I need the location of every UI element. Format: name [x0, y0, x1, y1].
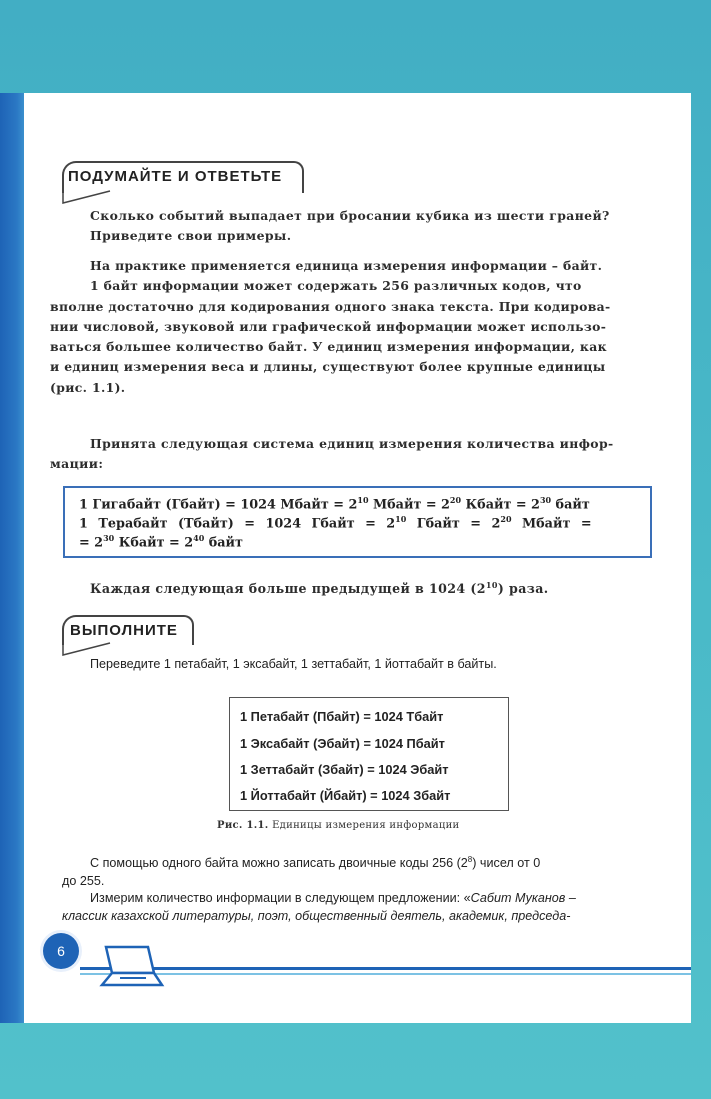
ratio-line: Каждая следующая больше предыдущей в 1024 $(2^{10})$ раза.	[90, 580, 549, 597]
footer-rule	[80, 967, 691, 970]
think-question	[90, 206, 655, 246]
question-line: Сколько событий выпадает при бросании кубика из шести граней?	[90, 208, 610, 223]
do-heading: ВЫПОЛНИТЕ	[70, 622, 178, 639]
big-unit-line: 1 Йоттабайт (Йбайт) = 1024 Збайт	[240, 788, 451, 803]
heading-tail-icon	[62, 641, 112, 657]
text-line: ваться большее количество байт. У единиц измерения информации, как	[50, 339, 607, 355]
text-line: Измерим количество информации в следующем предложении: «Сабит Муканов –	[90, 891, 576, 906]
text-line: и единиц измерения веса и длины, существуют более крупные единицы	[50, 359, 606, 375]
units-box	[63, 486, 652, 558]
question-line: Приведите свои примеры.	[90, 228, 292, 243]
do-task: Переведите 1 петабайт, 1 эксабайт, 1 зеттабайт, 1 йоттабайт в байты.	[90, 657, 497, 671]
text-line: мации:	[50, 456, 104, 471]
text-line: С помощью одного байта можно записать двоичные коды 256 $(2^8)$ чисел от 0	[90, 855, 541, 871]
text-line: Принята следующая система единиц измерения количества инфор-	[90, 436, 614, 451]
big-unit-line: 1 Зеттабайт (Збайт) = 1024 Эбайт	[240, 762, 449, 777]
paragraph-bytes	[50, 256, 655, 398]
text-line: вполне достаточно для кодирования одного знака текста. При кодирова-	[50, 298, 611, 314]
text-line: На практике применяется единица измерения информации – байт.	[90, 258, 603, 273]
text-line: 1 байт информации может содержать 256 различных кодов, что	[90, 278, 582, 294]
paragraph-system	[50, 434, 655, 474]
big-units-figure	[229, 697, 509, 811]
units-line: 1 Гигабайт (Гбайт) = 1024 Мбайт = $2^{10}$ Мбайт = $2^{20}$ Кбайт = $2^{30}$ байт	[79, 495, 590, 513]
laptop-icon	[96, 943, 166, 991]
big-unit-line: 1 Петабайт (Пбайт) = 1024 Тбайт	[240, 709, 444, 724]
text-line: классик казахской литературы, поэт, общественный деятель, академик, председа-	[62, 908, 571, 923]
units-line: 1 Терабайт (Тбайт) = 1024 Гбайт = $2^{10}$ Гбайт = $2^{20}$ Мбайт =	[79, 514, 592, 532]
big-unit-line: 1 Эксабайт (Эбайт) = 1024 Пбайт	[240, 736, 445, 751]
page-number: 6	[43, 933, 79, 969]
paragraph-bottom	[62, 851, 654, 925]
text-line: (рис. 1.1).	[50, 379, 126, 395]
footer-rule-light	[80, 973, 691, 975]
textbook-page	[0, 93, 691, 1023]
think-heading: ПОДУМАЙТЕ И ОТВЕТЬТЕ	[68, 168, 283, 185]
heading-tail-icon	[62, 189, 112, 205]
text-line: нии числовой, звуковой или графической информации может использо-	[50, 318, 607, 334]
figure-caption: Рис. 1.1. Единицы измерения информации	[217, 820, 460, 831]
units-line: = $2^{30}$ Кбайт = $2^{40}$ байт	[79, 533, 243, 551]
text-line: до 255.	[62, 873, 105, 888]
page-edge-stripe	[0, 93, 24, 1023]
